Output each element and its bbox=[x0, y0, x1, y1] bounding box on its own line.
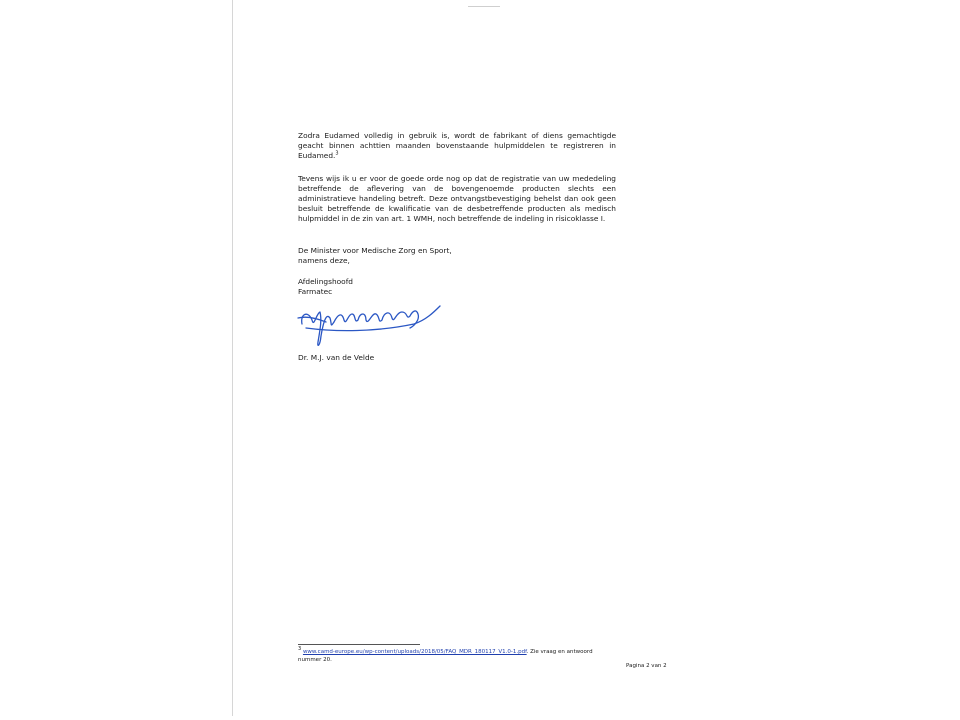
footnote-link[interactable]: www.camd-europe.eu/wp-content/uploads/2018/05/FAQ_MDR_180117_V1.0-1.pdf bbox=[302, 649, 527, 655]
closing-minister: De Minister voor Medische Zorg en Sport, bbox=[298, 246, 452, 255]
footnote-reference: 3 bbox=[335, 150, 339, 157]
page-edge bbox=[232, 0, 233, 716]
paragraph-registration-notice: Tevens wijs ik u er voor de goede orde nog op dat de registratie van uw mededeling betreffende de aflevering van de bovengenoemde producten slechts een administratieve handeling betreft. Deze ontvangstbevestiging behelst dan ook geen besluit betreffende de kwalificatie van de desbetreffende producten als medisch hulpmiddel in de zin van art. 1 WMH, noch betreffende de indeling in risicoklasse I. bbox=[298, 174, 616, 223]
department-title: Afdelingshoofd bbox=[298, 277, 353, 286]
footnote bbox=[298, 648, 602, 664]
closing-on-behalf: namens deze, bbox=[298, 256, 350, 265]
signatory-name: Dr. M.J. van de Velde bbox=[298, 353, 375, 362]
department-name: Farmatec bbox=[298, 287, 333, 296]
paragraph-eudamed bbox=[298, 131, 616, 161]
footnote-text: . Zie vraag en antwoord nummer 20. bbox=[298, 649, 593, 663]
scan-mark bbox=[468, 6, 500, 7]
page-number: Pagina 2 van 2 bbox=[626, 663, 667, 669]
handwritten-signature bbox=[296, 298, 442, 352]
footnote-separator bbox=[298, 644, 420, 645]
footnote-number: 3 bbox=[298, 646, 302, 653]
paragraph-eudamed-text: Zodra Eudamed volledig in gebruik is, wordt de fabrikant of diens gemachtigde geacht binnen achttien maanden bovenstaande hulpmiddelen te registreren in Eudamed. bbox=[298, 131, 616, 160]
